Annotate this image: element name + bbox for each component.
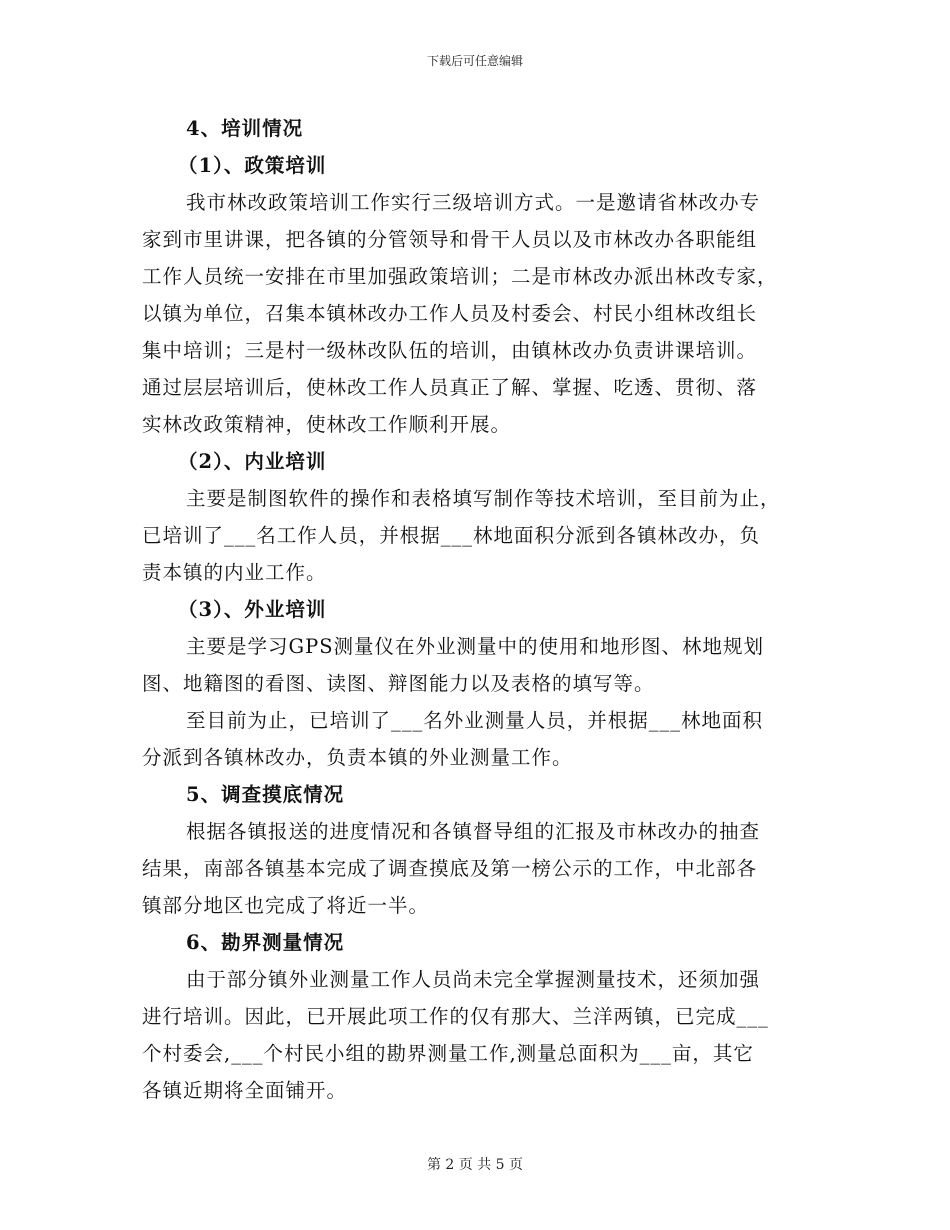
paragraph-line: 至目前为止，已培训了___名外业测量人员，并根据___林地面积 [186,709,764,732]
paragraph-line: 通过层层培训后，使林改工作人员真正了解、掌握、吃透、贯彻、落 [142,376,758,399]
paragraph-line: 结果，南部各镇基本完成了调查摸底及第一榜公示的工作，中北部各 [142,857,758,880]
header-note: 下载后可任意编辑 [426,54,523,68]
section-heading: （3）、外业培训 [178,598,327,621]
paragraph-line: 集中培训；三是村一级林改队伍的培训，由镇林改办负责讲课培训。 [142,339,758,362]
paragraph-line: 分派到各镇林改办，负责本镇的外业测量工作。 [142,746,573,769]
paragraph [142,480,802,591]
paragraph [142,184,802,443]
paragraph-line: 图、地籍图的看图、读图、辩图能力以及表格的填写等。 [142,672,655,695]
paragraph [142,628,802,702]
paragraph-line: 由于部分镇外业测量工作人员尚未完全掌握测量技术，还须加强 [186,968,761,991]
document-body [142,110,802,1109]
section-heading: （1）、政策培训 [178,154,327,177]
section-heading: 6、勘界测量情况 [186,931,345,954]
paragraph [142,813,802,924]
paragraph-line: 根据各镇报送的进度情况和各镇督导组的汇报及市林改办的抽查 [186,820,761,843]
paragraph-line: 主要是制图软件的操作和表格填写制作等技术培训，至目前为止， [186,487,781,510]
paragraph-line: 责本镇的内业工作。 [142,561,327,584]
paragraph-line: 进行培训。因此，已开展此项工作的仅有那大、兰洋两镇，已完成___ [142,1005,769,1028]
paragraph [142,961,802,1109]
section-heading: （2）、内业培训 [178,450,327,473]
page-footer: 第 2 页 共 5 页 [426,1157,524,1173]
paragraph-line: 个村委会,___个村民小组的勘界测量工作,测量总面积为___亩，其它 [142,1042,754,1065]
paragraph-line: 工作人员统一安排在市里加强政策培训；二是市林改办派出林改专家， [142,265,778,288]
paragraph-line: 以镇为单位，召集本镇林改办工作人员及村委会、村民小组林改组长 [142,302,758,325]
paragraph-line: 已培训了___名工作人员，并根据___林地面积分派到各镇林改办，负 [142,524,761,547]
paragraph-line: 镇部分地区也完成了将近一半。 [142,894,430,917]
section-heading: 5、调查摸底情况 [186,783,345,806]
paragraph-line: 主要是学习GPS测量仪在外业测量中的使用和地形图、林地规划 [186,635,765,658]
paragraph-line: 各镇近期将全面铺开。 [142,1079,348,1102]
paragraph-line: 家到市里讲课，把各镇的分管领导和骨干人员以及市林改办各职能组 [142,228,758,251]
paragraph-line: 我市林改政策培训工作实行三级培训方式。一是邀请省林改办专 [186,191,761,214]
paragraph [142,702,802,776]
section-heading: 4、培训情况 [186,117,304,140]
paragraph-line: 实林改政策精神，使林改工作顺利开展。 [142,413,512,436]
